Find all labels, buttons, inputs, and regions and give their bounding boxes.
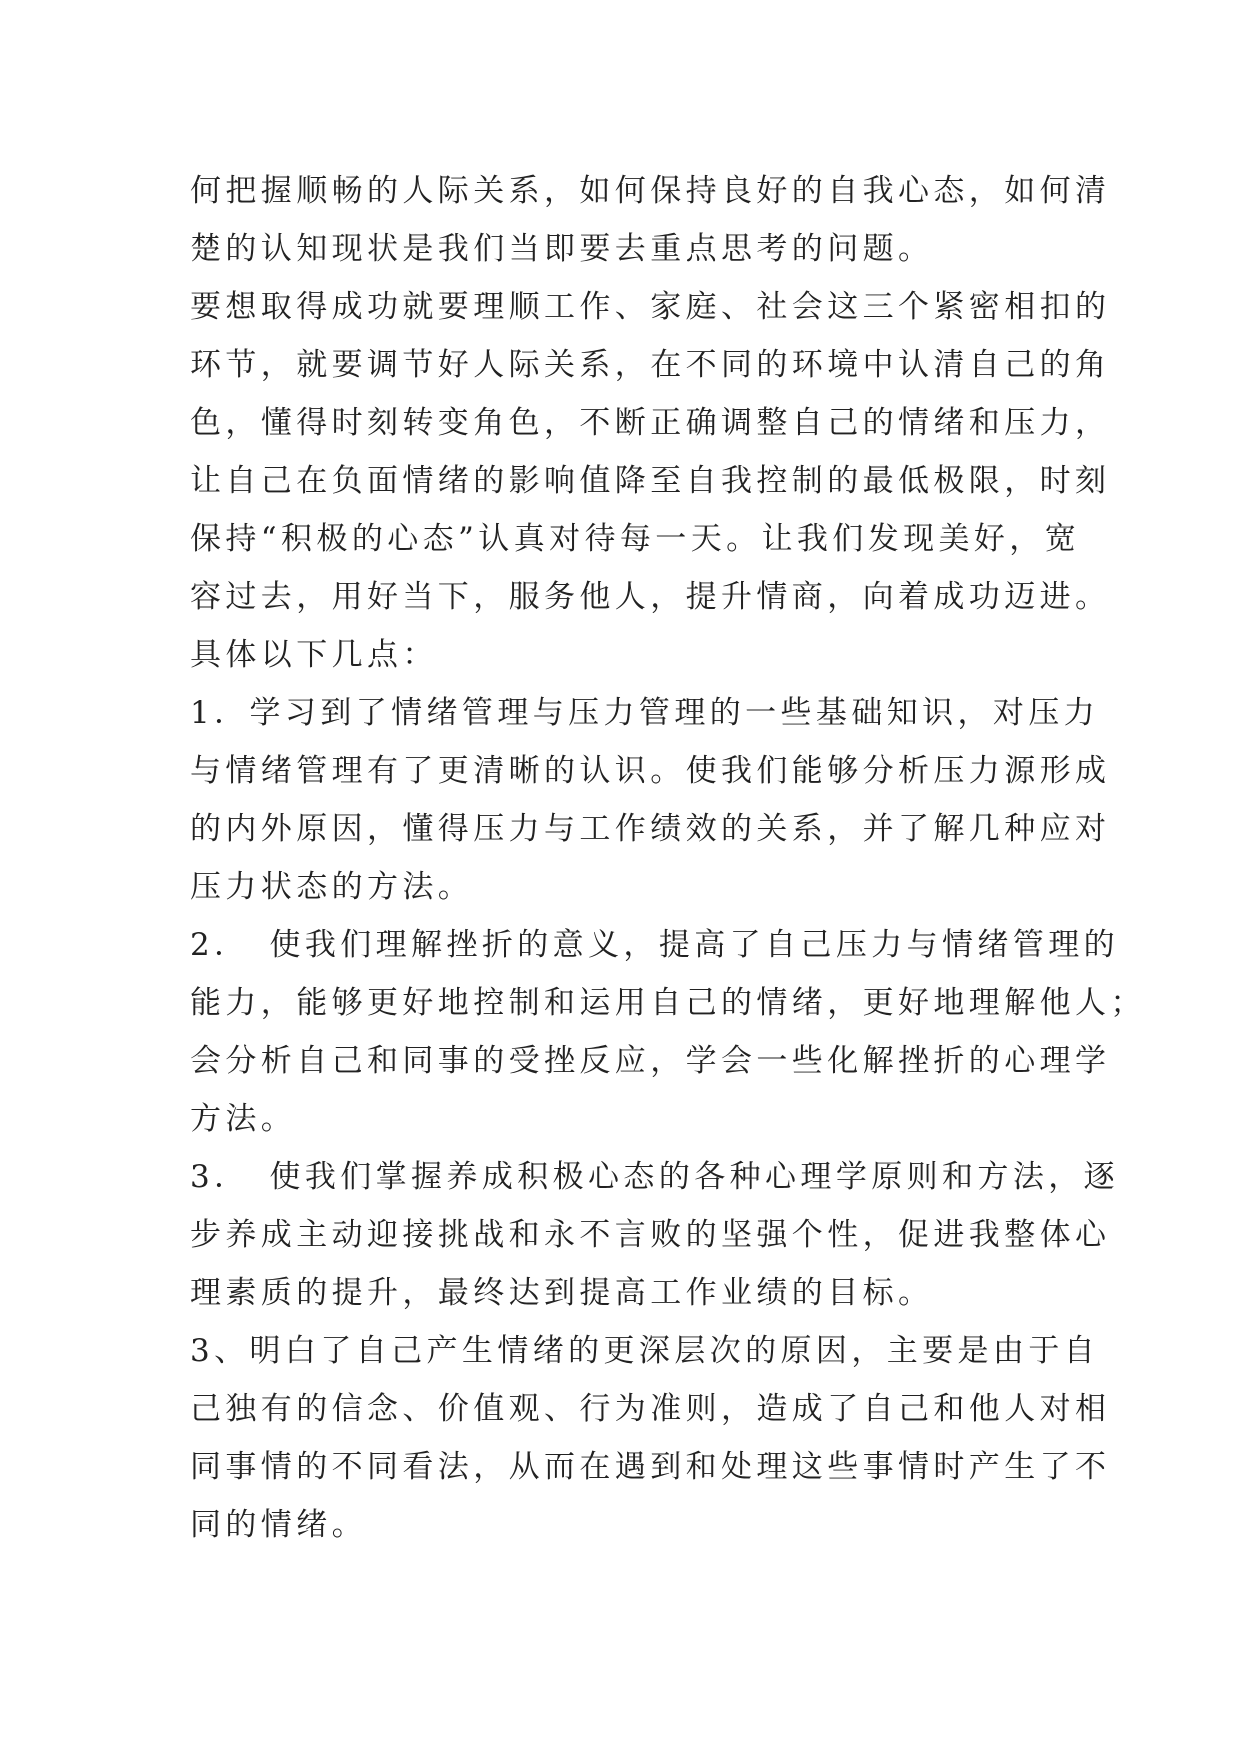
text-line: 同事情的不同看法，从而在遇到和处理这些事情时产生了不: [190, 1449, 1111, 1485]
text-line: 同的情绪。: [190, 1507, 367, 1543]
text-line: 色，懂得时刻转变角色，不断正确调整自己的情绪和压力，: [190, 405, 1111, 441]
list-item-line: 3． 使我们掌握养成积极心态的各种心理学原则和方法，逐: [190, 1159, 1120, 1195]
text-line: 的内外原因，懂得压力与工作绩效的关系，并了解几种应对: [190, 811, 1111, 847]
text-line: 己独有的信念、价值观、行为准则，造成了自己和他人对相: [190, 1391, 1111, 1427]
text-line: 何把握顺畅的人际关系，如何保持良好的自我心态，如何清: [190, 173, 1111, 209]
list-item-line: 2． 使我们理解挫折的意义，提高了自己压力与情绪管理的: [190, 927, 1120, 963]
text-line: 与情绪管理有了更清晰的认识。使我们能够分析压力源形成: [190, 753, 1111, 789]
text-line: 楚的认知现状是我们当即要去重点思考的问题。: [190, 231, 934, 267]
text-line: 让自己在负面情绪的影响值降至自我控制的最低极限，时刻: [190, 463, 1111, 499]
text-line: 理素质的提升，最终达到提高工作业绩的目标。: [190, 1275, 934, 1311]
text-line: 会分析自己和同事的受挫反应，学会一些化解挫折的心理学: [190, 1043, 1111, 1079]
text-line: 要想取得成功就要理顺工作、家庭、社会这三个紧密相扣的: [190, 289, 1111, 325]
text-line: 具体以下几点：: [190, 637, 438, 673]
text-line: 压力状态的方法。: [190, 869, 474, 905]
text-line: 方法。: [190, 1101, 297, 1137]
list-item-line: 3、明白了自己产生情绪的更深层次的原因，主要是由于自: [190, 1333, 1100, 1369]
text-line: 步养成主动迎接挑战和永不言败的坚强个性，促进我整体心: [190, 1217, 1111, 1253]
document-body: [190, 162, 1146, 1554]
text-line: 保持“积极的心态”认真对待每一天。让我们发现美好，宽: [190, 521, 1081, 557]
text-line: 能力，能够更好地控制和运用自己的情绪，更好地理解他人；: [190, 985, 1146, 1021]
text-line: 环节，就要调节好人际关系，在不同的环境中认清自己的角: [190, 347, 1111, 383]
list-item-line: 1．学习到了情绪管理与压力管理的一些基础知识，对压力: [190, 695, 1100, 731]
text-line: 容过去，用好当下，服务他人，提升情商，向着成功迈进。: [190, 579, 1111, 615]
